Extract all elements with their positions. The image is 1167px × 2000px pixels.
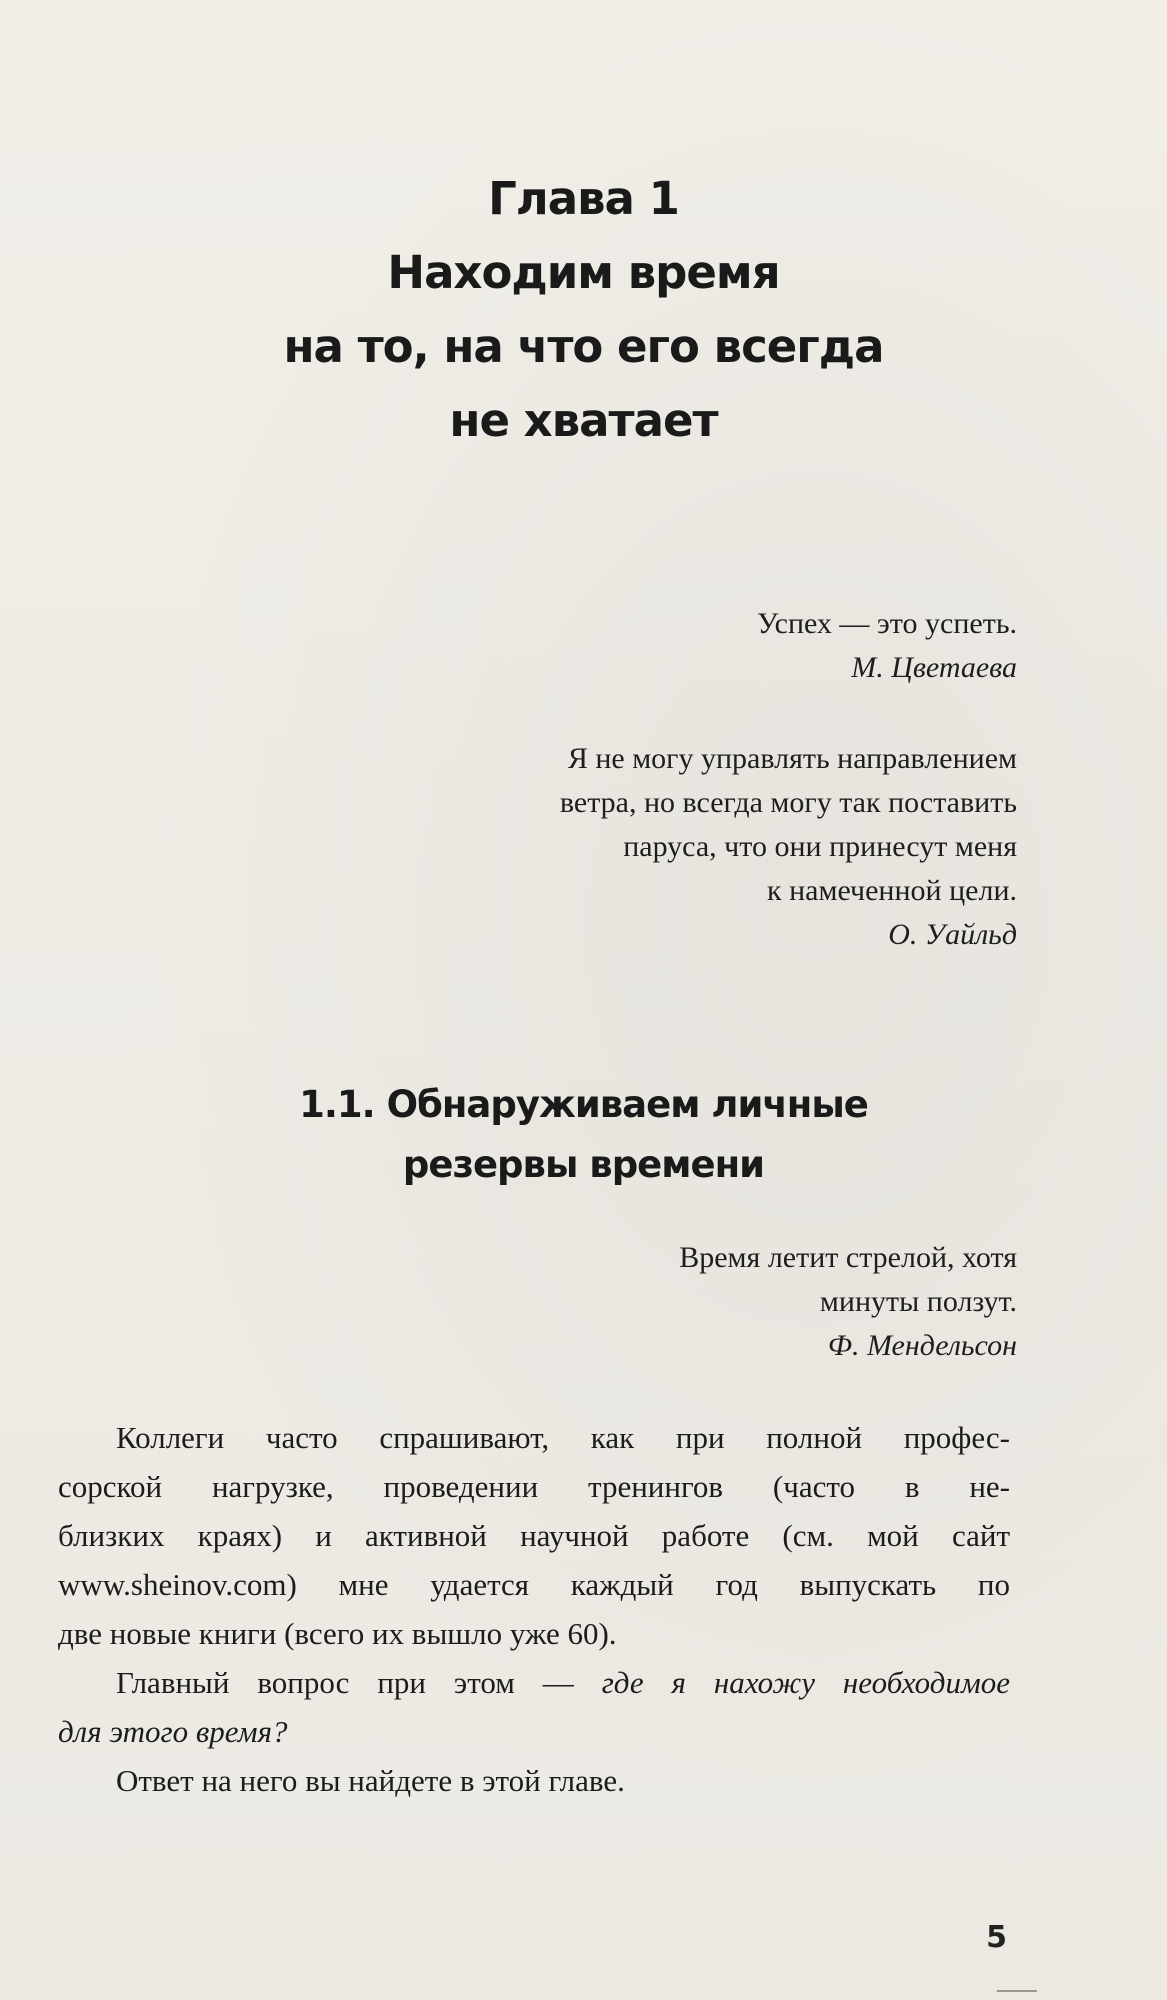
paragraph-line: сорской нагрузке, проведении тренингов (часто в не- (58, 1469, 1010, 1504)
footer-rule (997, 1990, 1037, 1992)
chapter-heading-line: Глава 1 (488, 172, 679, 225)
epigraph-author: М. Цветаева (851, 651, 1017, 684)
epigraph-mendelssohn (679, 1236, 1017, 1368)
emphasized-text: для этого время? (58, 1714, 288, 1749)
epigraph-line: паруса, что они принесут меня (623, 830, 1017, 863)
epigraph-line: минуты ползут. (819, 1285, 1017, 1318)
paragraph-line: близких краях) и активной научной работе (см. мой сайт (58, 1518, 1010, 1553)
epigraph-line: Я не могу управлять направлением (567, 742, 1017, 775)
epigraph-line: к намеченной цели. (767, 874, 1017, 907)
epigraph-line: Успех — это успеть. (757, 607, 1017, 640)
section-heading-line: резервы времени (402, 1143, 765, 1186)
epigraph-tsvetaeva (757, 602, 1017, 690)
page-number: 5 (986, 1920, 1007, 1955)
paragraph-line: Коллеги часто спрашивают, как при полной профес- (116, 1420, 1010, 1455)
emphasized-text: где я нахожу необходимое (601, 1665, 1011, 1700)
section-heading (0, 1075, 1167, 1195)
epigraph-author: Ф. Мендельсон (827, 1329, 1017, 1362)
paragraph-line (58, 1658, 1010, 1707)
chapter-heading-line: не хватает (449, 394, 718, 447)
paragraph-line (58, 1707, 1010, 1756)
chapter-heading (0, 162, 1167, 458)
paragraph-line: две новые книги (всего их вышло уже 60). (58, 1616, 617, 1651)
paragraph-line: www.sheinov.com) мне удается каждый год выпускать по (58, 1567, 1010, 1602)
chapter-heading-line: на то, на что его всегда (283, 320, 884, 373)
body-text (58, 1413, 1010, 1805)
epigraph-author: О. Уайльд (888, 918, 1017, 951)
paragraph-line: Ответ на него вы найдете в этой главе. (116, 1763, 625, 1798)
section-heading-line: 1.1. Обнаруживаем личные (299, 1083, 868, 1126)
epigraph-line: Время летит стрелой, хотя (679, 1241, 1017, 1274)
paragraph-text: Главный вопрос при этом — (116, 1665, 602, 1700)
chapter-heading-line: Находим время (387, 246, 780, 299)
epigraph-line: ветра, но всегда могу так поставить (559, 786, 1017, 819)
epigraph-wilde (560, 737, 1017, 957)
